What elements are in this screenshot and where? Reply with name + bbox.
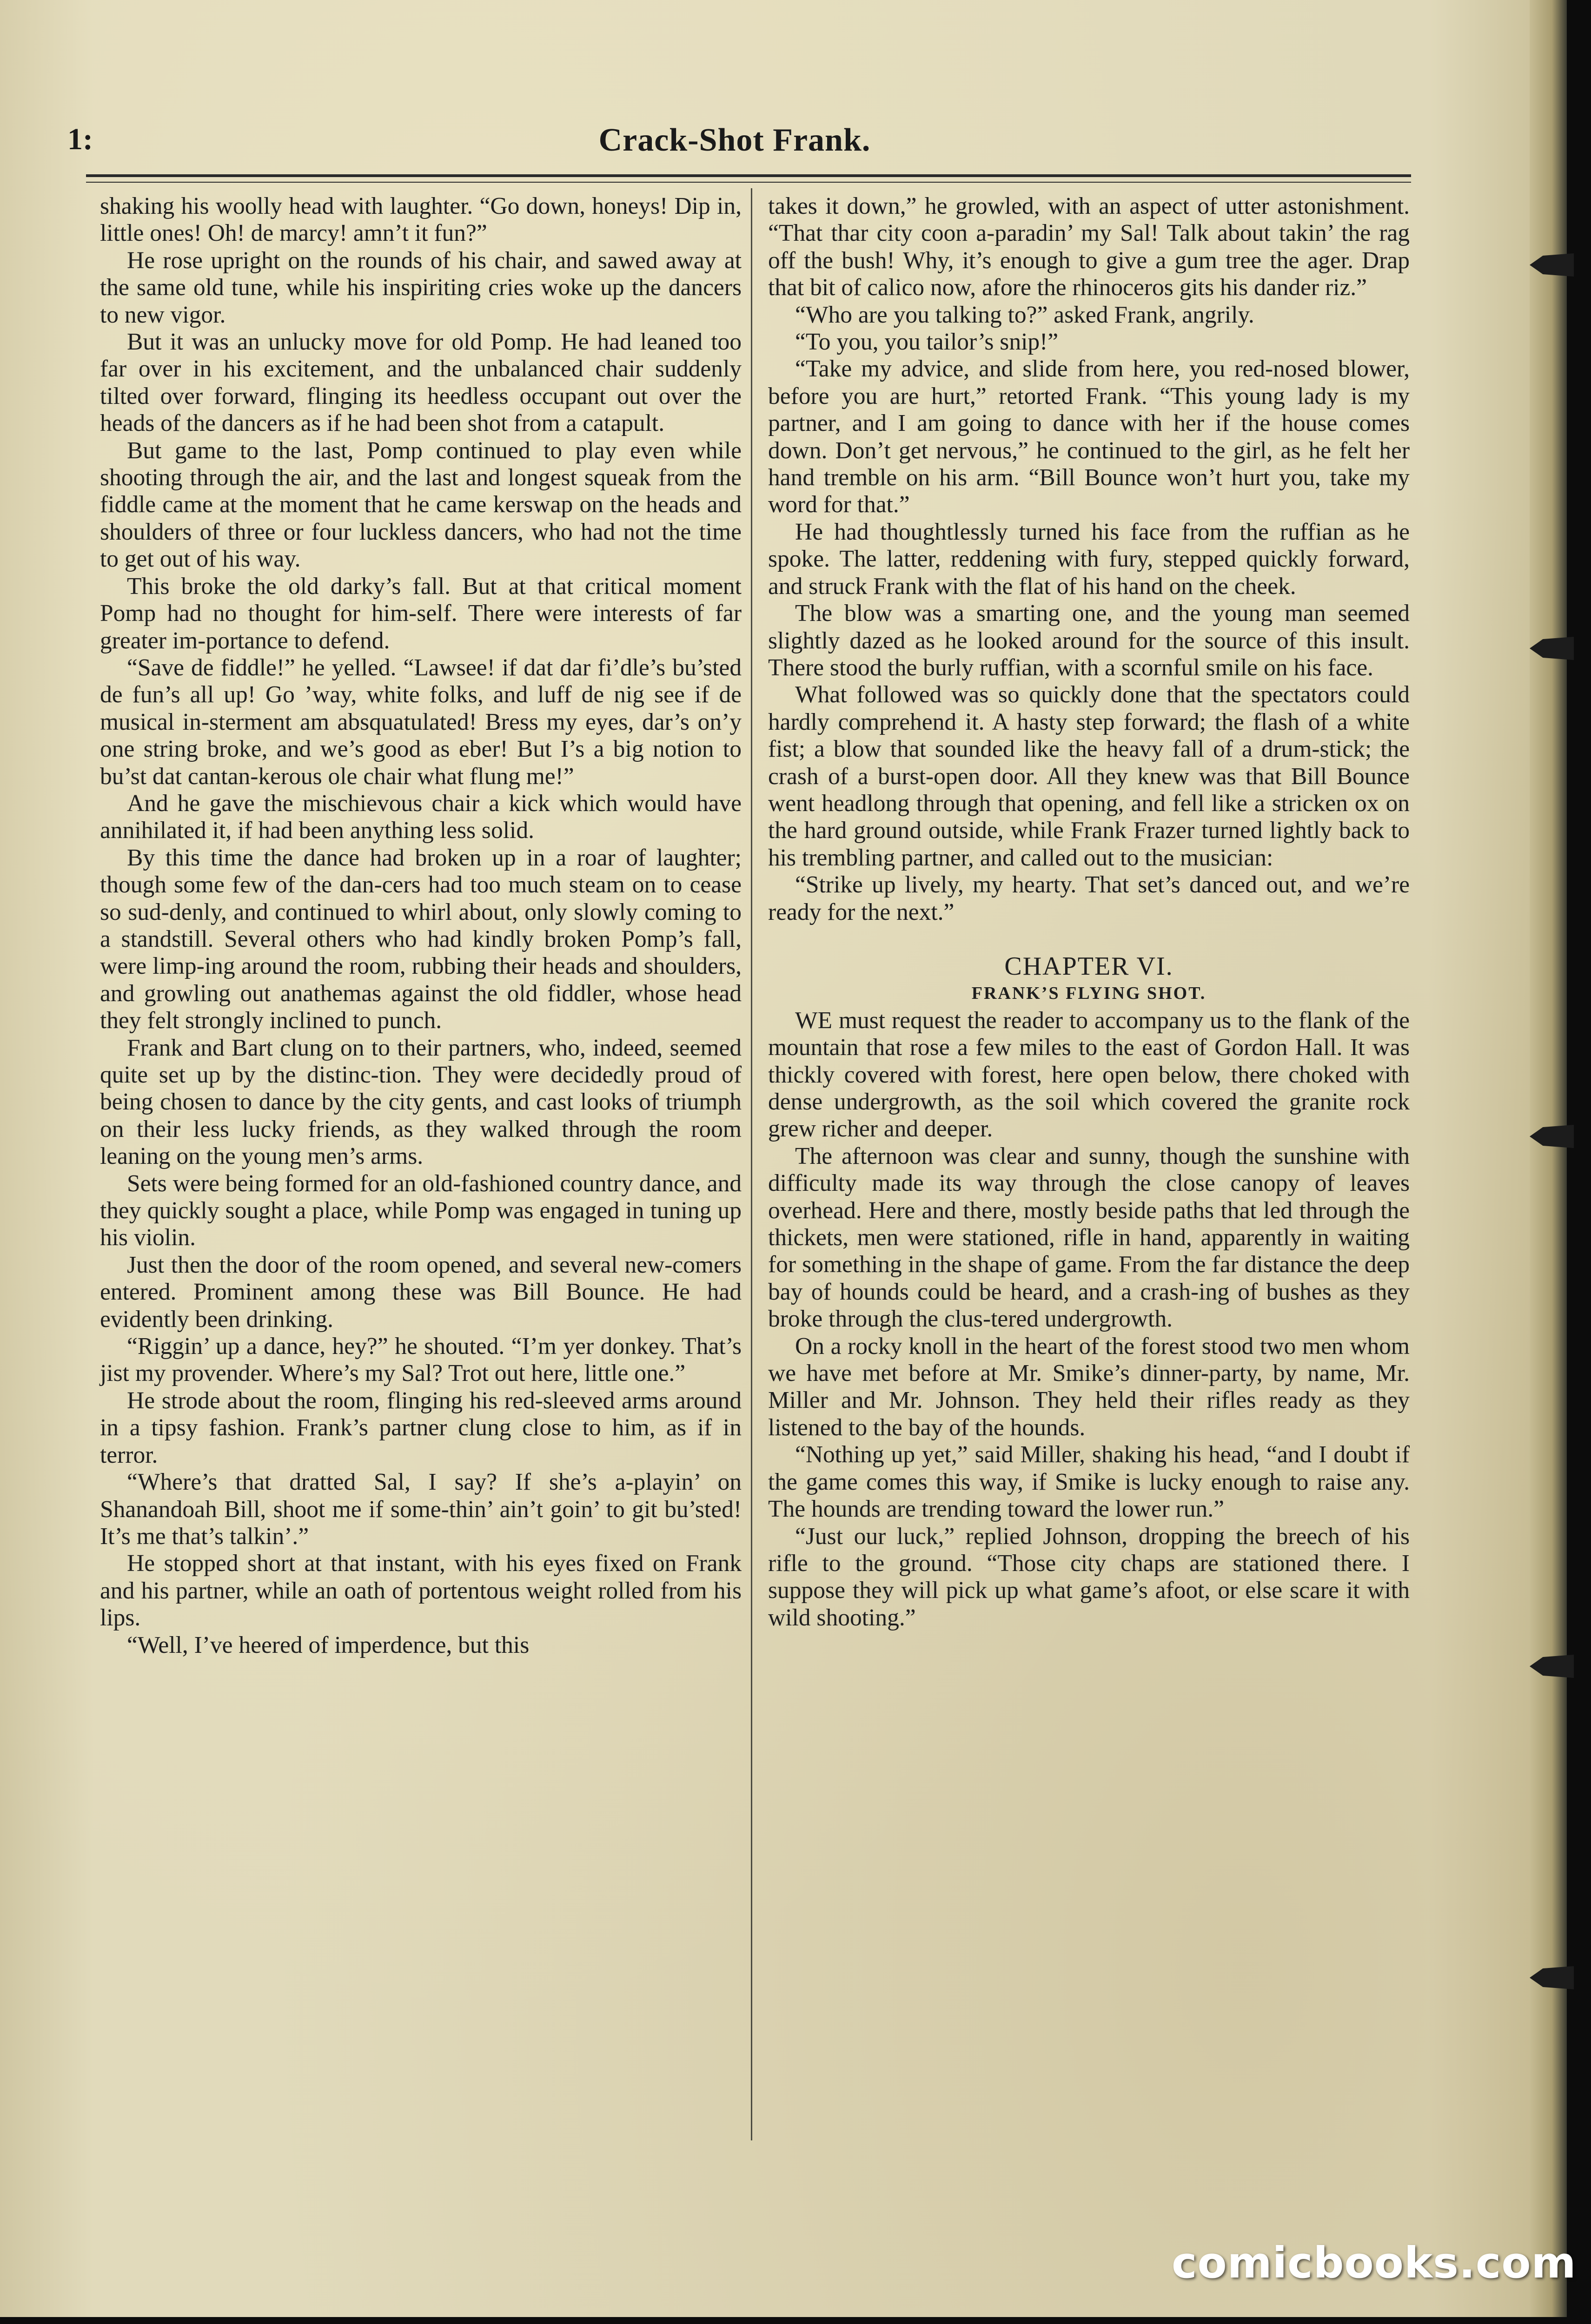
- paragraph: “To you, you tailor’s snip!”: [795, 329, 1059, 356]
- left-column: [100, 193, 742, 1659]
- paragraph: But game to the last, Pomp continued to play even while shooting through the air, and the last and longest squeak from the fiddle came at the moment that he came kerswap on the heads and shoulders of three or four luckless dancers, who had not the time to get out of his way.: [100, 437, 742, 573]
- paragraph: He had thoughtlessly turned his face from the ruffian as he spoke. The latter, reddening with fury, stepped quickly forward, and struck Frank with the flat of his hand on the cheek.: [768, 518, 1410, 600]
- page-number: 1:: [67, 122, 93, 156]
- paragraph: On a rocky knoll in the heart of the forest stood two men whom we have met before at Mr. Smike’s dinner-party, by name, Mr. Miller and Mr. Johnson. They held their rifles ready as they listened to the bay of the hounds.: [768, 1333, 1410, 1441]
- paragraph: Frank and Bart clung on to their partners, who, indeed, seemed quite set up by the distinc-tion. They were decidedly proud of being chosen to dance by the city gents, and cast looks of triumph on their less lucky friends, as they walked through the room leaning on the young men’s arms.: [100, 1034, 742, 1170]
- paragraph: “Just our luck,” replied Johnson, dropping the breech of his rifle to the ground. “Those city chaps are stationed there. I suppose they will pick up what game’s afoot, or else scare it with wild shooting.”: [768, 1523, 1410, 1631]
- paragraph: The afternoon was clear and sunny, though the sunshine with difficulty made its way through the close canopy of leaves overhead. Here and there, mostly beside paths that led through the thickets, men were stationed, rifle in hand, apparently in waiting for something in the shape of game. From the far distance the deep bay of hounds could be heard, and a crash-ing of bushes as they broke through the clus-tered undergrowth.: [768, 1142, 1410, 1333]
- paragraph: He strode about the room, flinging his red-sleeved arms around in a tipsy fashion. Frank’s partner clung close to him, as if in terror.: [100, 1387, 742, 1468]
- paragraph: This broke the old darky’s fall. But at that critical moment Pomp had no thought for him-self. There were interests of far greater im-portance to defend.: [100, 573, 742, 654]
- paragraph: “Well, I’ve heered of imperdence, but this: [127, 1631, 530, 1658]
- paragraph: What followed was so quickly done that the spectators could hardly comprehend it. A hasty step forward; the flash of a white fist; a blow that sounded like the heavy fall of a drum-stick; the crash of a burst-open door. All they knew was that Bill Bounce went headlong through that opening, and fell like a stricken ox on the hard ground outside, while Frank Frazer turned lightly back to his trembling partner, and called out to the musician:: [768, 681, 1410, 871]
- paragraph: shaking his woolly head with laughter. “Go down, honeys! Dip in, little ones! Oh! de marcy! amn’t it fun?”: [100, 193, 742, 247]
- paragraph: Just then the door of the room opened, and several new-comers entered. Prominent among these was Bill Bounce. He had evidently been drinking.: [100, 1251, 742, 1333]
- paragraph: And he gave the mischievous chair a kick which would have annihilated it, if had been anything less solid.: [100, 790, 742, 844]
- paragraph: “Who are you talking to?” asked Frank, angrily.: [795, 301, 1254, 328]
- paragraph: “Nothing up yet,” said Miller, shaking his head, “and I doubt if the game comes this way, if Smike is lucky enough to raise any. The hounds are trending toward the lower run.”: [768, 1441, 1410, 1523]
- paragraph: The blow was a smarting one, and the young man seemed slightly dazed as he looked around for the source of this insult. There stood the burly ruffian, with a scornful smile on his face.: [768, 600, 1410, 681]
- paragraph: “Take my advice, and slide from here, you red-nosed blower, before you are hurt,” retorted Frank. “This young lady is my partner, and I am going to dance with her if the house comes down. Don’t get nervous,” he continued to the girl, as he felt her hand tremble on his arm. “Bill Bounce won’t hurt you, take my word for that.”: [768, 356, 1410, 518]
- page-header: [67, 122, 1402, 164]
- paragraph: But it was an unlucky move for old Pomp. He had leaned too far over in his excitement, and the unbalanced chair suddenly tilted over forward, flinging its heedless occupant out over the heads of the dancers as if he had been shot from a catapult.: [100, 329, 742, 437]
- paragraph: He rose upright on the rounds of his chair, and sawed away at the same old tune, while his inspiriting cries woke up the dancers to new vigor.: [100, 247, 742, 328]
- right-column: [768, 193, 1410, 1631]
- column-divider: [751, 188, 752, 2140]
- paragraph: Sets were being formed for an old-fashioned country dance, and they quickly sought a place, while Pomp was engaged in tuning up his violin.: [100, 1170, 742, 1251]
- paragraph: “Strike up lively, my hearty. That set’s danced out, and we’re ready for the next.”: [768, 872, 1410, 925]
- chapter-heading: CHAPTER VI.: [1004, 951, 1173, 981]
- paragraph: takes it down,” he growled, with an aspect of utter astonishment. “That thar city coon a-paradin’ my Sal! Talk about takin’ the rag off the bush! Why, it’s enough to give a gum tree the ager. Drap that bit of calico now, afore the rhinoceros gits his dander riz.”: [768, 193, 1410, 301]
- paragraph: “Save de fiddle!” he yelled. “Lawsee! if dat dar fi’dle’s bu’sted de fun’s all up! Go ’way, white folks, and luff de nig see if de musical in-sterment am absquatulated! Bress my eyes, dar’s on’y one string broke, and we’s good as eber! But I’s a big notion to bu’st dat cantan-kerous ole chair what flung me!”: [100, 654, 742, 790]
- paragraph: By this time the dance had broken up in a roar of laughter; though some few of the dan-cers had too much steam on to cease so sud-denly, and continued to whirl about, only slowly coming to a standstill. Several others who had kindly broken Pomp’s fall, were limp-ing around the room, rubbing their heads and shoulders, and growling out anathemas against the old fiddler, whose head they felt strongly inclined to punch.: [100, 844, 742, 1034]
- running-title: Crack-Shot Frank.: [598, 122, 871, 158]
- paragraph: He stopped short at that instant, with his eyes fixed on Frank and his partner, while an oath of portentous weight rolled from his lips.: [100, 1550, 742, 1631]
- chapter-subtitle: FRANK’S FLYING SHOT.: [971, 984, 1207, 1004]
- paragraph: “Riggin’ up a dance, hey?” he shouted. “I’m yer donkey. That’s jist my provender. Where’s my Sal? Trot out here, little one.”: [100, 1333, 742, 1387]
- paragraph: WE must request the reader to accompany us to the flank of the mountain that rose a few miles to the east of Gordon Hall. It was thickly covered with forest, here open below, there choked with dense undergrowth, as the soil which covered the granite rock grew richer and deeper.: [768, 1007, 1410, 1142]
- site-watermark: comicbooks.com: [1172, 2238, 1577, 2288]
- header-rule: [86, 174, 1411, 183]
- paragraph: “Where’s that dratted Sal, I say? If she’s a-playin’ on Shanandoah Bill, shoot me if some-thin’ ain’t goin’ to git bu’sted! It’s me that’s talkin’.”: [100, 1469, 742, 1550]
